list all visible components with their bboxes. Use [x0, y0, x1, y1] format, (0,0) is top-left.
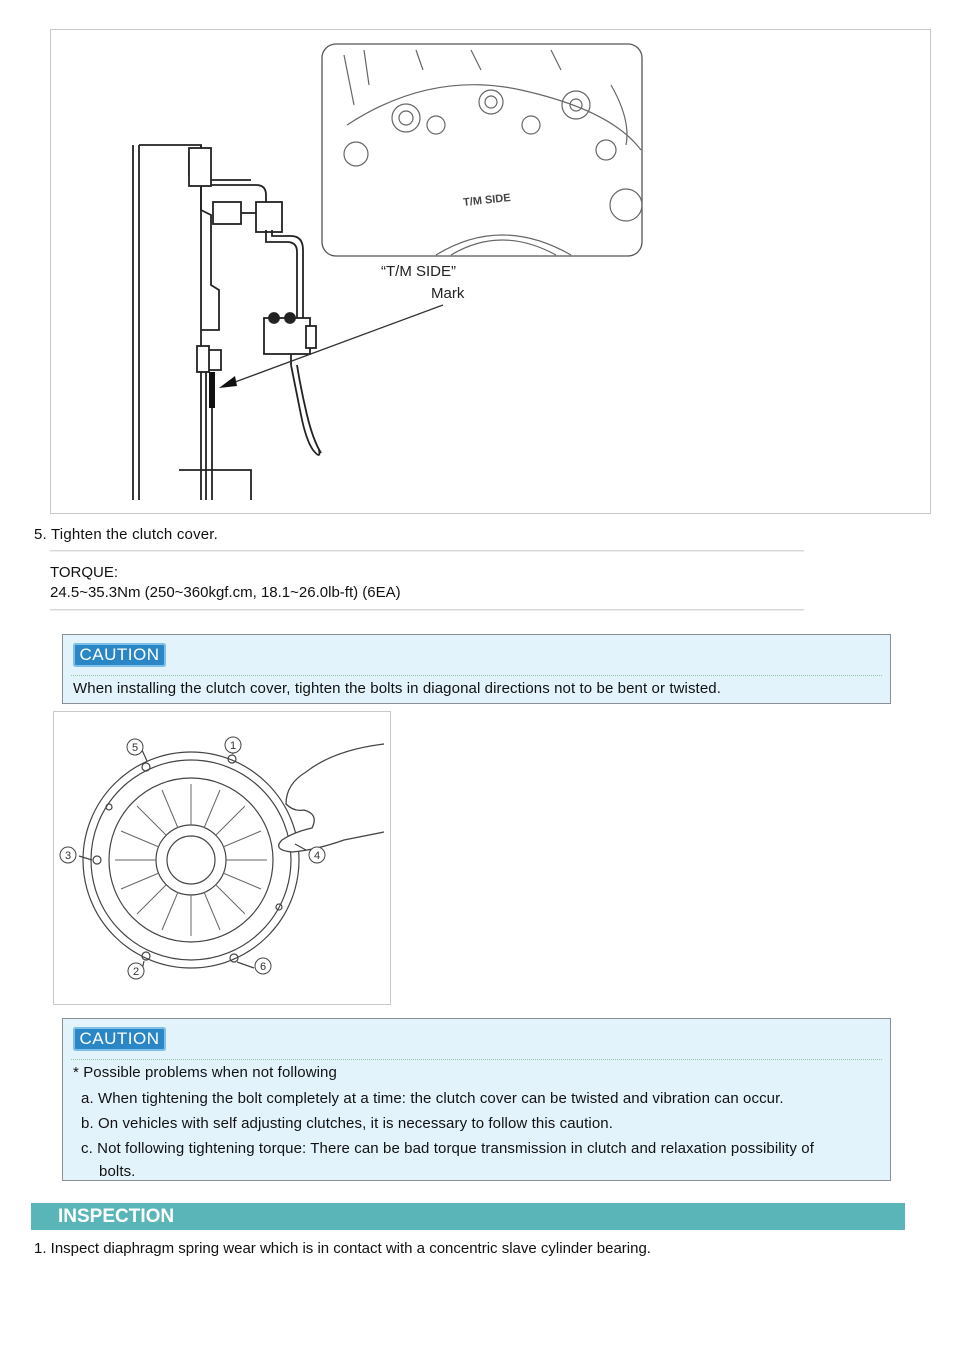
stamp-text: T/M SIDE	[462, 191, 512, 209]
caution-item-a: a. When tightening the bolt completely at a time: the clutch cover can be twisted and vibration can occur.	[81, 1090, 784, 1107]
caution-intro: * Possible problems when not following	[73, 1064, 337, 1081]
cross-section-illustration	[51, 30, 930, 513]
bolt-number-1: 1	[229, 740, 237, 752]
caution-box-1	[62, 634, 891, 704]
caution-box-2	[62, 1018, 891, 1181]
inspection-item-1: 1. Inspect diaphragm spring wear which is in contact with a concentric slave cylinder bearing.	[34, 1240, 651, 1257]
bolt-number-6: 6	[259, 961, 267, 973]
figure-bolt-tightening-order	[53, 711, 391, 1005]
divider-bottom	[50, 609, 804, 611]
torque-label: TORQUE:	[50, 564, 119, 581]
mark-label-line2: Mark	[431, 285, 465, 302]
figure-clutch-cross-section	[50, 29, 931, 514]
step-5: 5. Tighten the clutch cover.	[34, 526, 219, 543]
caution-item-c: c. Not following tightening torque: There can be bad torque transmission in clutch and relaxation possibility of	[81, 1140, 815, 1157]
caution-divider	[71, 675, 882, 676]
torque-value: 24.5~35.3Nm (250~360kgf.cm, 18.1~26.0lb-ft) (6EA)	[50, 584, 401, 601]
section-heading-inspection: INSPECTION	[31, 1203, 905, 1230]
caution-badge: CAUTION	[73, 1027, 166, 1051]
mark-label-line1: “T/M SIDE”	[381, 263, 456, 280]
caution-divider	[71, 1059, 882, 1060]
bolt-number-2: 2	[132, 966, 140, 978]
clutch-cover-illustration	[54, 712, 390, 1004]
caution-text: When installing the clutch cover, tighten the bolts in diagonal directions not to be bent or twisted.	[73, 680, 721, 697]
divider-top	[50, 550, 804, 552]
bolt-number-5: 5	[131, 742, 139, 754]
bolt-number-4: 4	[313, 850, 321, 862]
caution-badge: CAUTION	[73, 643, 166, 667]
caution-item-c-cont: bolts.	[99, 1163, 136, 1180]
bolt-number-3: 3	[64, 850, 72, 862]
caution-item-b: b. On vehicles with self adjusting clutches, it is necessary to follow this caution.	[81, 1115, 613, 1132]
